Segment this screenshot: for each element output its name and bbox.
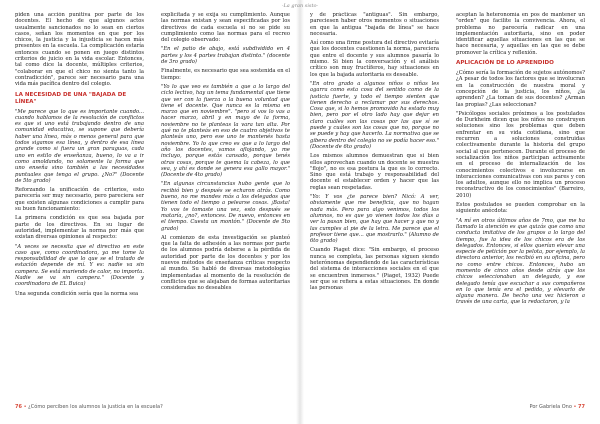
left-page [15, 12, 290, 400]
quote-paragraph: "En algunas circunstancias hubo gente que lo recibió bien y después se echaron atrás. Como bueno, no me mandes más a los delegados que tienen todo el tiempo a pelearse cosas. ¡Basta! Yo vos te tomaste una vez, esto después se mataría, ¿no?, entonces. De nuevo, entonces en el tiempo. Cuesta un montón." (Docente de 5to grado) [161, 181, 290, 232]
footer-right-author: Por Gabriela Ono [529, 404, 572, 410]
right-page [310, 12, 585, 400]
gutter-shadow [296, 0, 304, 424]
body-paragraph: "Psicólogos sociales próximos a los postulados de Durkheim dicen que los niños no construyen soluciones sino los problemas que deben enfrentar en su vida cotidiana, sino que recurren a soluciones construidas colectivamente durante la historia del grupo social al que pertenecen. Durante el proceso de socialización los niños participan activamente en el proceso de internalización de los conocimientos colectivos e involucrarse en interacciones comunicativas con sus pares y con los adultos, aunque ello no implica un proceso reconstructivo de los conocimientos" (Barreiro, 2010) [456, 110, 585, 199]
left-column-1 [15, 12, 144, 400]
body-paragraph: Así como una firme postura del directivo evitaría que los docentes cuestionen la norma, pareciera que entre el docente y sus alumnos pasaría lo mismo. Si bien la conversación y el análisis crítico son muy fructíferos, hay situaciones en los que la bajada autoritaria es deseable. [310, 40, 439, 78]
body-paragraph: La primera condición es que sea bajada por parte de los directivos. En su lugar de autoridad, implementar la norma por más que existan diversas opiniones al respecto: [15, 215, 144, 241]
right-column-2 [456, 12, 585, 400]
quote-paragraph: "Yo lo que veo es también a que a lo largo del ciclo lectivo, hay un tema fundamental que tiene que ver con la fuerza o la buena voluntad que tiene el docente. Que nunca es la misma en marzo que en noviembre". "pero si vos lo vas a hacer marzo, abril y en mayo de la forma, noviembre no te planteas la vara tan alta. Por qué no te planteás en eso de cuatro objetivos te planteás uno, pero ese uno te mantenés hasta noviembre. Yo lo que creo es que a lo largo del año los docentes, vamos aflojando, yo me incluyo, porque estás cansado, porque tenés otras cosas, porque te quema la cabeza, lo que sea, y ahí es donde se genera esa gallo mayor." (Docente de 4to grado) [161, 83, 290, 179]
body-paragraph: Al comienzo de esta investigación se planteó que la falta de adhesión a las normas por parte de los alumnos podría deberse a la pérdida de autoridad por parte de los docentes y por los nuevos métodos de enseñanza críticas respecto al mundo. Su habló de diversas metodologías implementadas al momento de la resolución de conflictos que se alejaban de formas autoritarias consideradas no deseables [161, 234, 290, 292]
section-heading: LA NECESIDAD DE UNA "BAJADA DE LÍNEA" [15, 91, 127, 105]
body-paragraph: explicitada y se exija su cumplimiento. Aunque las normas existan y sean especificadas por los directivos de cada escuela si no se pide su cumplimiento como las normas para el recreo del colegio observado: [161, 12, 290, 44]
body-paragraph: Cuando Piaget dice: "Sin embargo, el proceso nunca se completa, las personas siguen siendo heterónomas dependiendo de las características del sistema de interacciones sociales en el que se encuentren inmersos." (Piaget, 1932) Puede ser que se refiera a estas situaciones. En donde las personas [310, 247, 439, 292]
section-heading: APLICACIÓN DE LO APRENDIDO [456, 60, 554, 67]
quote-paragraph: "Me parece que lo que es importante cuando... cuando hablamos de la resolución de conflictos es que si uno está trabajando dentro de una comunidad educativa, se supone que debería haber una línea, más o menos general para que todos sigamos esa línea, y dentro de esa línea grande como si fuera un gran paraguas, cada uno en estilo de enseñanza, bueno, lo va a ir como amoldando, no solamente la forma que uno enseña sino también a las necesidades puntuales que tenga el grupo. ¿No?" (Docente de 5to grado) [15, 108, 144, 184]
quote-paragraph: "A veces se necesita que el directivo en este caso que, como coordinadora, ya me tome la responsabilidad de que lo que se el tratado de estación depende de mí. Y es: nadie va sin campera. Se está muriendo de calor, no importa. Nadie se va sin campera." (Docente y coordinadora de EL Buica) [15, 243, 144, 288]
body-paragraph: Estos postulados se pueden comprobar en la siguiente anécdota: [456, 202, 585, 215]
running-head: -La gran sisto- [281, 3, 319, 9]
body-paragraph: Finalmente, es necesario que sea sostenida en el tiempo: [161, 68, 290, 81]
footer-left-title: ¿Cómo perciben los alumnos la justicia en la escuela? [28, 404, 163, 410]
footer-right [530, 404, 586, 414]
footer-bullet: • [573, 404, 579, 410]
quote-paragraph: "En otro grado a algunos niños o niñas les agarra como esta cosa del sentido como de la justicia fuerte, y todo el tiempo sienten que tienen derecho a reclamar por sus derechos. Cosa que, si lo hemos promovido ha estado muy bien, pero por el otro lado hay que dejar en claro cuáles son las cosas por las que sí se puede y cuáles son las cosas que no, porque no se puede y hay que hacerlo. La normativa que se gibera dentro del colegio no se podía hacer eso." (Docente de 6to grado) [310, 80, 439, 150]
body-paragraph: aceptan la heteronomía en pos de mantener un "orden" que facilite la convivencia. Ahora, el problema no parecería radicar en una implementación autoritaria, sino en poder identificar aquellas situaciones en las que se hace necesaria, y aquellas en las que se debe promover la crítica y reflexión. [456, 12, 585, 56]
page-number-right: 77 [578, 404, 585, 410]
page-number-left: 76 [15, 404, 22, 410]
right-column-1 [310, 12, 439, 400]
body-paragraph: piden una acción punitiva por parte de los docentes. El hecho de que algunos actos usualmente sancionados no lo sean en ciertos casos, señan los momentos en que por los chicos, la justicia y la injusticia se hacen más presentes en la escuela. La complicación estaría entonces cuando se ponen en juego distintos criterios de juicio en la vida escolar. Entonces, tal como dice la docente, múltiples criterios, "colaborar en que el chico no sienta tanto la contradicción", parece ser necesario para una vida más pacífica dentro del colegio. [15, 12, 144, 88]
quote-paragraph: "Yo: Y vos ¿te parece bien? Nicó: A ver, obviamente que me beneficia, que no hagan nada más. Pero para algo venimos, todos los alumnos, no es que yo vienen todos los días a ver la pasan bien, que hay que hacer y que no y las cumples al pie de la letra. Me parece que el profesor tiene que... que mostrarlo." (Alumno de 6to grado) [310, 194, 439, 245]
footer-bullet: • [23, 404, 29, 410]
body-paragraph: Los mismos alumnos demuestran que si bien ellos aprovechan cuando un docente se muestra "flojo", no es esa postura la que es lo correcto. Sino que está trabajo y responsabilidad del docente el establecer orden y hacer que las reglas sean respetadas. [310, 153, 439, 191]
body-paragraph: Una segunda condición sería que la norma sea [15, 290, 139, 297]
quote-paragraph: "En el patio de abajo, está subdividido en 4 partes y los 4 partes trabajan distinto." (docente de 3ro grado) [161, 46, 290, 66]
quote-paragraph: "A mí en otros últimos años de 7mo, que me ha llamado la atención es que quizás que como una conducta imitativa de los grupos a lo largo del tiempo, fue la idea de los chicos era de los delegados. Entonces, si ellos querían elevar una especie de petición por la pelota, por ejemplo, la directora anterior, los recibió en su oficina, pero no como entre chicos. Entonces, hubo un momento de cinco años desde atrás que los chicos seleccionaban un delegado, y ese delegado tenía que escuchar a sus compañeros en lo que tenía era el pedido, y elevarlo de alguna manera. De hecho una vez hicieron a través de una carta, que la redactaron, y la [456, 217, 585, 306]
footer-left [15, 404, 163, 414]
body-paragraph: y de prácticas "antiguas". Sin embargo, pareciesen haber otros momentos o situaciones en que la antigua "bajada de línea" se hace necesaria. [310, 12, 439, 37]
body-paragraph: Reforzando la unificación de criterios, esto parecería ser muy necesario, pero pareciera ser que existen algunas condiciones a cumplir para su buen funcionamiento: [15, 187, 144, 213]
left-column-2 [161, 12, 290, 400]
body-paragraph: ¿Cómo sería la formación de sujetos autónomos? ¿A pesar de todos los factores que se involucran en la construcción de nuestra moral y concepción de la justicia, los niños, ¿la aprenden? ¿La toman de sus docentes? ¿Arman las propias? ¿Las seleccionan? [456, 70, 585, 108]
